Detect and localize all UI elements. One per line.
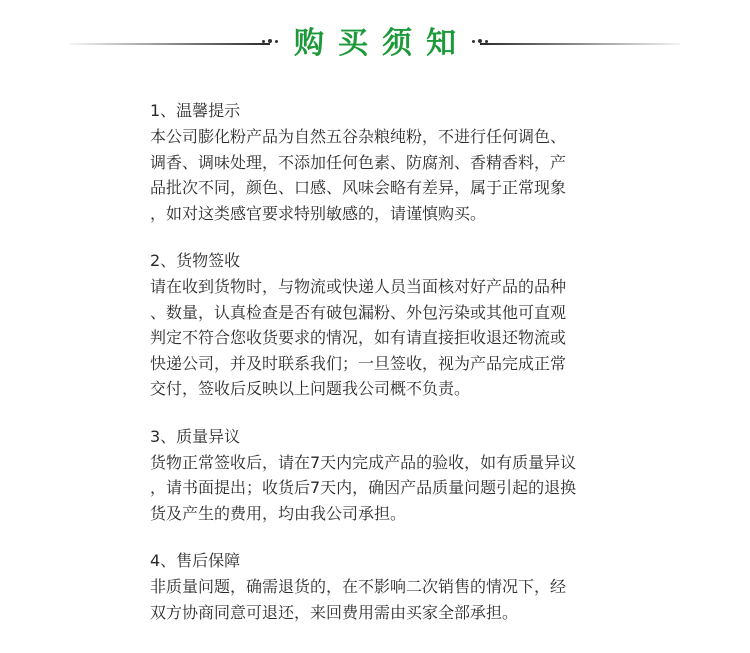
section-body xyxy=(150,574,640,625)
text-line: 货物正常签收后，请在7天内完成产品的验收，如有质量异议 xyxy=(150,452,577,472)
text-line: 非质量问题，确需退货的，在不影响二次销售的情况下，经 xyxy=(150,577,567,596)
text-line: ，请书面提出；收货后7天内，确因产品质量问题引起的退换 xyxy=(150,478,577,497)
section-body xyxy=(150,124,640,226)
page-header xyxy=(0,18,750,68)
text-line: 双方协商同意可退还，来回费用需由买家全部承担。 xyxy=(150,602,519,622)
text-line: 、数量，认真检查是否有破包漏粉、外包污染或其他可直观 xyxy=(150,302,567,322)
text-line: ，如对这类感官要求特别敏感的，请谨慎购买。 xyxy=(150,203,487,223)
notice-content xyxy=(150,98,640,647)
header-rule-left xyxy=(70,43,270,45)
text-line: 品批次不同，颜色、口感、风味会略有差异，属于正常现象 xyxy=(150,178,567,197)
text-line: 判定不符合您收货要求的情况，如有请直接拒收退还物流或 xyxy=(150,328,567,347)
section-after-sales xyxy=(150,548,640,625)
dot xyxy=(472,40,475,43)
page-title: 购买须知 xyxy=(294,26,470,61)
section-heading: 2、货物签收 xyxy=(150,251,241,270)
text-line: 本公司膨化粉产品为自然五谷杂粮纯粉，不进行任何调色、 xyxy=(150,127,567,146)
text-line: 调香、调味处理，不添加任何色素、防腐剂、香精香料，产 xyxy=(150,152,567,172)
section-warm-tips xyxy=(150,98,640,226)
header-rule-right xyxy=(480,43,680,45)
text-line: 货及产生的费用，均由我公司承担。 xyxy=(150,503,407,523)
text-line: 交付，签收后反映以上问题我公司概不负责。 xyxy=(150,379,471,398)
dot xyxy=(268,39,272,43)
header-dots-left xyxy=(262,39,278,43)
text-line: 快递公司，并及时联系我们；一旦签收，视为产品完成正常 xyxy=(150,353,567,373)
text-line: 请在收到货物时，与物流或快递人员当面核对好产品的品种 xyxy=(150,277,567,296)
section-goods-receipt xyxy=(150,248,640,402)
dot xyxy=(262,40,265,43)
section-heading: 1、温馨提示 xyxy=(150,101,241,120)
section-heading: 4、售后保障 xyxy=(150,551,241,570)
section-heading: 3、质量异议 xyxy=(150,426,241,446)
dot xyxy=(275,40,278,43)
section-body xyxy=(150,274,640,402)
section-quality-objection xyxy=(150,424,640,527)
section-body xyxy=(150,450,640,527)
